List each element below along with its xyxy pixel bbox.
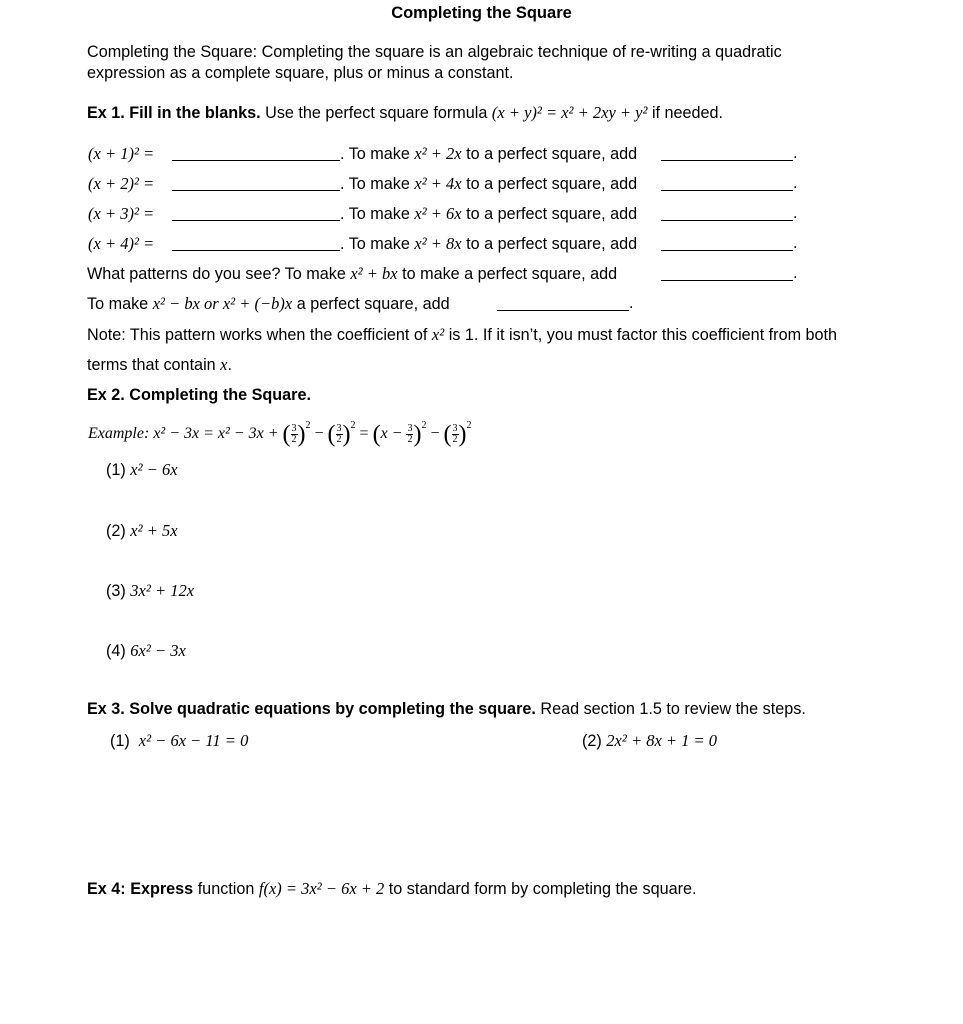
ex1-heading: Ex 1. Fill in the blanks. [87, 104, 261, 122]
fraction-denominator: 2 [291, 433, 297, 445]
ex1-row-text [340, 144, 637, 164]
ex4-expr: f(x) = 3x² − 6x + 2 [258, 879, 385, 898]
exponent: 2 [305, 420, 311, 431]
minus-sign: − [314, 425, 324, 442]
answer-blank [172, 206, 340, 221]
tomake-tail: a perfect square, add [296, 295, 450, 313]
intro-line-1: Completing the Square: Completing the square is an algebraic technique of re-writing a quadratic [87, 43, 782, 61]
ex2-item [106, 641, 186, 661]
ex1-row-expr: x² + 4x [414, 174, 462, 193]
ex1-row-expr: x² + 2x [414, 144, 462, 163]
tomake-expr: x² − bx or x² + (−b)x [152, 294, 293, 313]
ex1-row-tail: to a perfect square, add [466, 145, 638, 163]
ex2-item [106, 581, 194, 601]
ex1-row-tail: to a perfect square, add [466, 235, 638, 253]
note-x: x [220, 355, 228, 374]
ex1-row-text [340, 174, 637, 194]
intro-line-2: expression as a complete square, plus or minus a constant. [87, 64, 514, 82]
patterns-expr: x² + bx [350, 264, 398, 283]
ex1-instruction-end: if needed. [651, 104, 724, 122]
ex3-heading: Ex 3. Solve quadratic equations by completing the square. [87, 700, 536, 718]
ex3-heading-line [87, 700, 806, 719]
fraction-denominator: 2 [452, 433, 458, 445]
minus-sign: − [430, 425, 440, 442]
note-text-a: Note: This pattern works when the coefficient of [87, 326, 428, 344]
answer-blank [172, 236, 340, 251]
note-dot: . [227, 356, 232, 374]
patterns-tail: to make a perfect square, add [402, 265, 618, 283]
ex2-item-number: (1) [106, 461, 126, 479]
close-paren-icon: ) [413, 421, 422, 448]
patterns-text [87, 264, 617, 284]
ex4-heading: Ex 4: Express [87, 880, 194, 898]
example-label: Example: [88, 425, 150, 442]
ex2-item-number: (4) [106, 642, 126, 660]
ex2-example [88, 420, 472, 448]
ex3-problem-expr: x² − 6x − 11 = 0 [138, 731, 249, 750]
ex2-item [106, 521, 178, 541]
ex1-row-end: . [793, 204, 798, 222]
x-minus: x − [380, 425, 403, 442]
note-line-2 [87, 355, 232, 375]
ex2-item-expr: x² + 5x [130, 521, 178, 540]
close-paren-icon: ) [342, 421, 351, 448]
ex1-row-tail: to a perfect square, add [466, 175, 638, 193]
fraction-numerator: 3 [452, 422, 458, 434]
exponent: 2 [421, 420, 427, 431]
ex2-heading: Ex 2. Completing the Square. [87, 386, 311, 404]
fraction-denominator: 2 [336, 433, 342, 445]
ex2-item-number: (2) [106, 522, 126, 540]
note-text-c: terms that contain [87, 356, 216, 374]
close-paren-icon: ) [297, 421, 306, 448]
ex2-item-expr: 6x² − 3x [130, 641, 186, 660]
equals-sign: = [359, 425, 369, 442]
ex1-row-mid: . To make [340, 235, 410, 253]
ex1-row-end: . [793, 234, 798, 252]
open-paren-icon: ( [372, 421, 381, 448]
ex3-problem-number: (1) [110, 732, 130, 750]
ex1-row-end: . [793, 174, 798, 192]
ex3-problem-number: (2) [582, 732, 602, 750]
ex1-row-lhs: (x + 3)² = [88, 204, 155, 223]
ex1-row-text [340, 204, 637, 224]
note-line-1 [87, 325, 837, 345]
tomake-label: To make [87, 295, 149, 313]
fraction-numerator: 3 [291, 422, 297, 434]
fraction [336, 424, 343, 445]
ex1-heading-line [87, 103, 723, 123]
ex1-row-lhs: (x + 2)² = [88, 174, 155, 193]
ex3-problem-expr: 2x² + 8x + 1 = 0 [606, 731, 718, 750]
fraction-numerator: 3 [407, 422, 413, 434]
ex1-row-expr: x² + 8x [414, 234, 462, 253]
ex1-row-lhs: (x + 1)² = [88, 144, 155, 163]
patterns-end: . [793, 264, 798, 282]
ex1-row-text [340, 234, 637, 254]
tomake-end: . [629, 294, 634, 312]
ex1-instruction: Use the perfect square formula [265, 104, 488, 122]
ex1-row-expr: x² + 6x [414, 204, 462, 223]
ex1-formula: (x + y)² = x² + 2xy + y² [491, 103, 648, 122]
page-title: Completing the Square [391, 4, 572, 22]
ex3-problem-1 [110, 731, 248, 751]
ex2-item [106, 460, 178, 480]
ex2-item-number: (3) [106, 582, 126, 600]
ex4-line [87, 879, 697, 899]
answer-blank [172, 176, 340, 191]
answer-blank [661, 146, 793, 161]
ex1-row-lhs: (x + 4)² = [88, 234, 155, 253]
answer-blank [497, 296, 629, 311]
exponent: 2 [350, 420, 356, 431]
note-text-b: is 1. If it isn’t, you must factor this coefficient from both [448, 326, 838, 344]
fraction [291, 424, 298, 445]
ex3-problem-2 [582, 731, 717, 751]
ex3-heading-tail: Read section 1.5 to review the steps. [540, 700, 806, 718]
ex1-row-tail: to a perfect square, add [466, 205, 638, 223]
ex1-row-mid: . To make [340, 205, 410, 223]
fraction-numerator: 3 [336, 422, 342, 434]
open-paren-icon: ( [282, 421, 291, 448]
ex4-mid: function [197, 880, 255, 898]
ex1-row-mid: . To make [340, 175, 410, 193]
close-paren-icon: ) [458, 421, 467, 448]
answer-blank [661, 266, 793, 281]
note-x2: x² [431, 325, 445, 344]
ex2-item-expr: 3x² + 12x [130, 581, 195, 600]
ex4-tail: to standard form by completing the square. [388, 880, 697, 898]
open-paren-icon: ( [443, 421, 452, 448]
answer-blank [661, 236, 793, 251]
answer-blank [172, 146, 340, 161]
ex2-item-expr: x² − 6x [130, 460, 178, 479]
ex1-row-end: . [793, 144, 798, 162]
example-lhs: x² − 3x = x² − 3x + [153, 425, 279, 442]
fraction [452, 424, 459, 445]
answer-blank [661, 176, 793, 191]
tomake-text [87, 294, 450, 314]
patterns-question: What patterns do you see? To make [87, 265, 346, 283]
fraction-denominator: 2 [407, 433, 413, 445]
exponent: 2 [466, 420, 472, 431]
answer-blank [661, 206, 793, 221]
ex1-row-mid: . To make [340, 145, 410, 163]
open-paren-icon: ( [327, 421, 336, 448]
